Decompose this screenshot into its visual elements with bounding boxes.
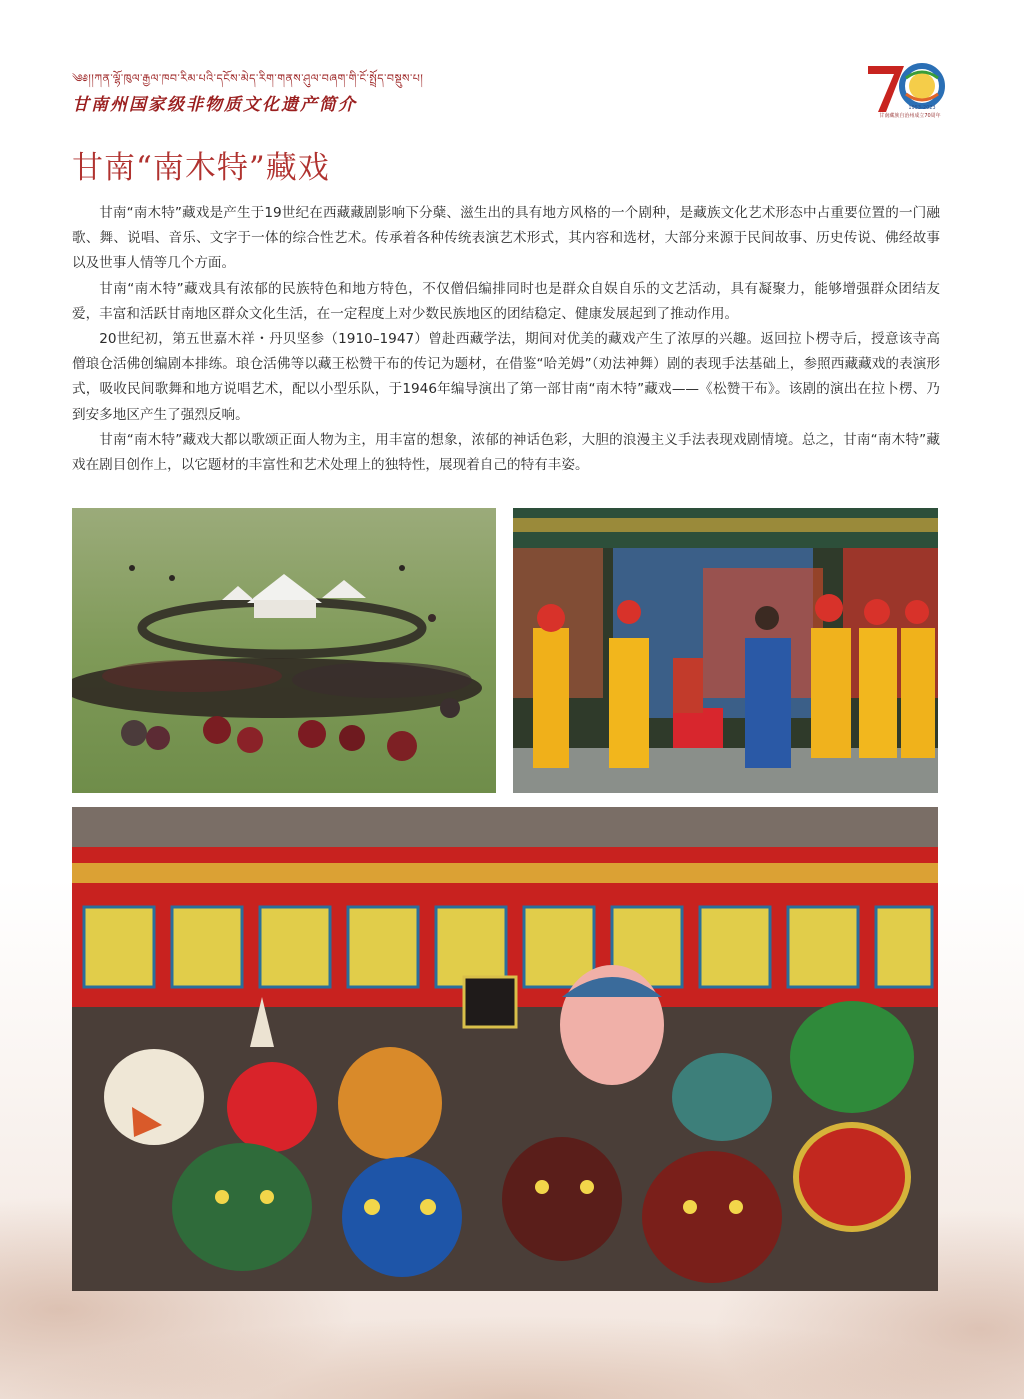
paragraph: 甘南“南木特”藏戏具有浓郁的民族特色和地方特色，不仅僧侣编排同时也是群众自娱自乐的文艺活动，具有凝聚力，能够增强群众团结友爱，丰富和活跃甘南地区群众文化生活，在一定程度上对少数民族地区的团结稳定、健康发展起到了推动作用。 [72,280,940,322]
photo-stage-performance [513,508,938,793]
paragraph: 20世纪初，第五世嘉木祥・丹贝坚参（1910–1947）曾赴西藏学法，期间对优美的藏戏产生了浓厚的兴趣。返回拉卜楞寺后，授意该寺高僧琅仓活佛创编剧本排练。琅仓活佛等以藏王松赞干布的传记为题材，在借鉴“哈羌姆”（劝法神舞）剧的表现手法基础上，参照西藏藏戏的表演形式，吸收民间歌舞和地方说唱艺术，配以小型乐队，于1946年编导演出了第一部甘南“南木特”藏戏——《松赞干布》。该剧的演出在拉卜楞、乃到安多地区产生了强烈反响。 [72,331,940,423]
photo-tibetan-masks [72,807,938,1291]
paragraph: 甘南“南木特”藏戏是产生于19世纪在西藏藏剧影响下分蘖、滋生出的具有地方风格的一个剧种，是藏族文化艺术形态中占重要位置的一门融歌、舞、说唱、音乐、文字于一体的综合性艺术。传承着各种传统表演艺术形式，其内容和选材，大部分来源于民间故事、历史传说、佛经故事以及世事人情等几个方面。 [72,205,940,272]
tibetan-header-text: ༄༅།།ཀན་ལྷོ་ཁུལ་རྒྱལ་ཁབ་རིམ་པའི་དངོས་མེད་རིག་གནས་ཤུལ་བཞག་གི་ངོ་སྤྲོད་བསྡུས་པ། [72,72,424,85]
paragraph: 甘南“南木特”藏戏大都以歌颂正面人物为主，用丰富的想象，浓郁的神话色彩，大胆的浪漫主义手法表现戏剧情境。总之，甘南“南木特”藏戏在剧目创作上，以它题材的丰富性和艺术处理上的独特性，展现着自己的特有丰姿。 [72,431,940,474]
logo-caption: 甘南藏族自治州成立70周年 [879,113,941,119]
article-title: 甘南“南木特”藏戏 [72,150,330,186]
article-body [72,201,940,478]
header-title: 甘南州国家级非物质文化遗产简介 [72,95,357,115]
logo-years: 1953-2023 [908,105,936,111]
photo-grassland-performance [72,508,496,793]
